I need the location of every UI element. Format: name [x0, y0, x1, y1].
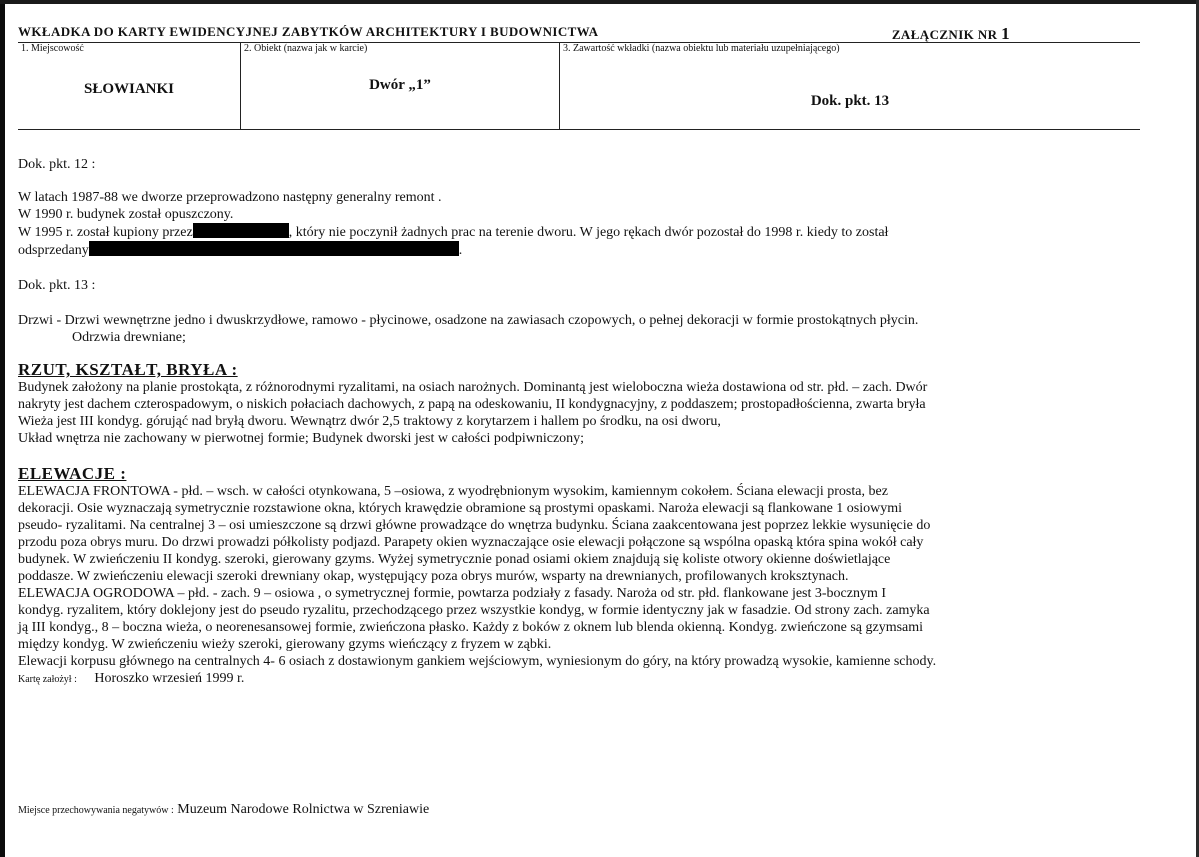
header-form-table [18, 42, 1140, 130]
storage-value: Muzeum Narodowe Rolnictwa w Szreniawie [177, 802, 430, 817]
elewacje-line: ELEWACJA FRONTOWA - płd. – wsch. w całości otynkowana, 5 –osiowa, z wyodrębnionym wysokim, kamiennym cokołem. Ściana elewacji prosta, bez [18, 484, 888, 499]
elewacje-line: kondyg. ryzalitem, który doklejony jest do pseudo ryzalitu, przechodzącego przez wszystkie kondyg, w formie identyczny jak w fasadzie. Od strony zach. zamyka [18, 603, 930, 618]
rzut-heading: RZUT, KSZTAŁT, BRYŁA : [18, 360, 238, 379]
field-object-value: Dwór „1” [369, 77, 431, 93]
document-title: WKŁADKA DO KARTY EWIDENCYJNEJ ZABYTKÓW ARCHITEKTURY I BUDOWNICTWA [18, 24, 599, 39]
redaction-block [89, 241, 459, 256]
field-locality-label: 1. Miejscowość [21, 43, 84, 54]
spacer [18, 259, 1143, 277]
storage-label: Miejsce przechowywania negatywów : [18, 805, 174, 816]
scan-border-left [0, 0, 5, 857]
dok12-heading: Dok. pkt. 12 : [18, 157, 96, 172]
rzut-line: Budynek założony na planie prostokąta, z różnorodnymi ryzalitami, na osiach narożnych. Dominantą jest wieloboczna wieża dostawiona od str. płd. – zach. Dwór [18, 380, 928, 395]
spacer [18, 294, 1143, 312]
field-object-label: 2. Obiekt (nazwa jak w karcie) [244, 43, 368, 54]
elewacje-line: dekoracji. Osie wyznaczają symetrycznie rozstawione okna, których krawędzie obramione są prostymi opaskami. Naroża elewacji są flankowane 1 osiowymi [18, 501, 903, 516]
rzut-line: Układ wnętrza nie zachowany w pierwotnej formie; Budynek dworski jest w całości podpiwniczony; [18, 431, 585, 446]
elewacje-line: ELEWACJA OGRODOWA – płd. - zach. 9 – osiowa , o symetrycznej formie, powtarza podziały z fasady. Naroża od str. płd. flankowane jest 3-bocznym I [18, 586, 887, 601]
elewacje-heading: ELEWACJE : [18, 464, 127, 483]
field-content-value: Dok. pkt. 13 [810, 93, 890, 109]
elewacje-line: ją III kondyg., 8 – boczna wieża, o neorenesansowej formie, zwieńczona płasko. Każdy z boków z oknem lub blenda okienną. Kondyg. zwieńczone są gzymsami [18, 620, 924, 635]
annex-label: ZAŁĄCZNIK NR 1 [891, 24, 1010, 43]
author-label: Kartę założył : [18, 674, 77, 685]
scan-border-top [0, 0, 1199, 4]
elewacje-line: poddasze. W zwieńczeniu elewacji szeroki drewniany okap, występujący poza obrys murów, wsparty na drewnianych, profilowanych kroksztynach. [18, 569, 849, 584]
author-line [18, 670, 1143, 688]
field-content-label: 3. Zawartość wkładki (nazwa obiektu lub materiału uzupełniającego) [563, 43, 840, 54]
dok12-line: W 1990 r. budynek został opuszczony. [18, 207, 234, 222]
document-body [18, 156, 1143, 688]
rzut-line: Wieża jest III kondyg. górująć nad bryłą dworu. Wewnątrz dwór 2,5 traktowy z korytarzem i hallem po środku, na osi dworu, [18, 414, 721, 429]
drzwi-line: Drzwi - Drzwi wewnętrzne jedno i dwuskrzydłowe, ramowo - płycinowe, osadzone na zawiasach czopowych, o pełnej dekoracji w formie prostokątnych płycin. [18, 313, 919, 328]
field-object [241, 43, 560, 130]
drzwi-line: Odrzwia drewniane; [72, 330, 186, 345]
elewacje-line: Elewacji korpusu głównego na centralnych 4- 6 osiach z dostawionym gankiem wejściowym, wyniesionym do góry, na który prowadzą wysokie, kamienne schody. [18, 654, 937, 669]
annex-number: 1 [1001, 24, 1010, 43]
rzut-line: nakryty jest dachem czterospadowym, o niskich połaciach dachowych, z papą na odeskowaniu, II kondygnacyjny, z poddaszem; prostopadłościenna, zwarta bryła [18, 397, 926, 412]
redaction-block [193, 223, 289, 238]
field-locality-value: SŁOWIANKI [83, 81, 175, 97]
storage-line [18, 802, 429, 818]
dok12-line: odsprzedany . [18, 243, 463, 258]
spacer [18, 173, 1143, 189]
elewacje-line: przodu poza obrys muru. Do drzwi prowadzi półkolisty podjazd. Parapety okien wyznaczające osie elewacji połączone są wspólna opaską która spina wokół cały [18, 535, 924, 550]
field-locality [18, 43, 241, 130]
elewacje-line: pseudo- ryzalitami. Na centralnej 3 – osi umieszczone są drzwi główne prowadzące do wnętrza budynku. Ściana zaakcentowana jest poprzez lekkie wysunięcie do [18, 518, 931, 533]
elewacje-line: między kondyg. W zwieńczeniu wieży szeroki, gierowany gzyms wieńczący z fryzem w ząbki. [18, 637, 552, 652]
dok12-line: W latach 1987-88 we dworze przeprowadzono następny generalny remont . [18, 190, 442, 205]
dok12-line: W 1995 r. został kupiony przez , który nie poczynił żadnych prac na terenie dworu. W jego rękach dwór pozostał do 1998 r. kiedy to został [18, 225, 889, 240]
dok13-heading: Dok. pkt. 13 : [18, 278, 96, 293]
author-value: Horoszko wrzesień 1999 r. [94, 671, 245, 686]
elewacje-line: budynek. W zwieńczeniu II kondyg. szeroki, gierowany gzyms. Wyżej symetrycznie ponad osiami okiem znajdują się koliste otwory okienne doświetlające [18, 552, 891, 567]
field-content [560, 43, 1141, 130]
